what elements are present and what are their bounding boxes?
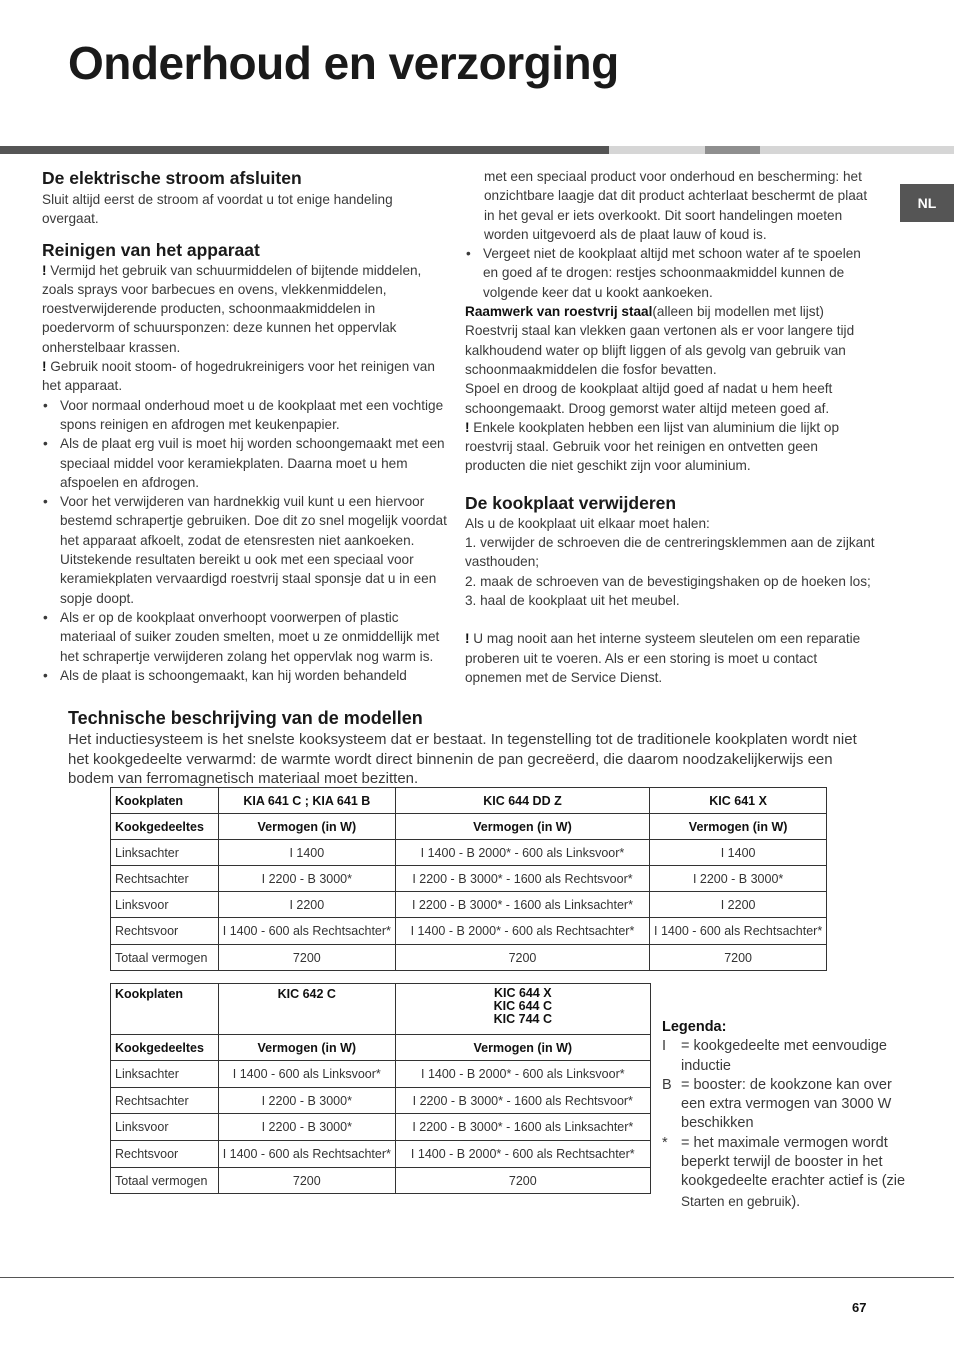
warning-text: Gebruik nooit stoom- of hogedrukreinigers voor het reinigen van het apparaat. <box>42 359 435 394</box>
table-header-row <box>111 984 651 1035</box>
staal-bold: Raamwerk van roestvrij staal <box>465 304 653 320</box>
legend-item <box>662 1037 907 1076</box>
tech-intro: Het inductiesysteem is het snelste kooksysteem dat er bestaat. In tegenstelling tot de traditionele kookplaten wordt niet het kookgedeelte verwarmd: de warmte wordt direct binnenin de pan gecreëerd, die daarom noodzakelijkerwijs een bodem van ferromagnetisch materiaal moet bezitten. <box>68 731 857 787</box>
table-cell: 7200 <box>395 1168 650 1194</box>
table-cell: Kookplaten <box>111 984 219 1035</box>
table-cell: Vermogen (in W) <box>218 814 395 840</box>
list-item: • Als de plaat erg vuil is moet hij worden schoongemaakt met een speciaal middel voor keramiekplaten. Daarna moet u hem afspoelen en afdrogen. <box>42 434 447 492</box>
list-item: • Als er op de kookplaat onverhoopt voorwerpen of plastic materiaal of suiker zouden smelten, moet u ze onmiddellijk met het schrapertje verwijderen zolang het oppervlak nog warm is. <box>42 608 447 666</box>
reinigen-warning-2 <box>42 357 447 396</box>
continuation-text: met een speciaal product voor onderhoud en bescherming: het onzichtbare laagje dat dit product achterlaat beschermt de plaat in het geval er iets overkookt. Dit soort handelingen moeten worden uitgevoerd als de plaat lauw of koud is. <box>484 169 868 242</box>
tech-heading: Technische beschrijving van de modellen <box>68 708 423 728</box>
table-cell: I 1400 - 600 als Rechtsachter* <box>650 918 827 945</box>
reinigen-warning-1 <box>42 261 447 357</box>
right-column <box>465 167 875 687</box>
table-cell: Vermogen (in W) <box>395 814 650 840</box>
table-cell: I 2200 - B 3000* <box>650 866 827 892</box>
staal-text-2: Spoel en droog de kookplaat altijd goed af nadat u hem heeft schoongemaakt. Droog gemorst water altijd meteen goed af. <box>465 381 833 416</box>
right-list <box>465 244 875 302</box>
section-heading-stroom: De elektrische stroom afsluiten <box>42 168 302 188</box>
table-row <box>111 1114 651 1141</box>
table-cell: Vermogen (in W) <box>395 1035 650 1061</box>
section-heading-reinigen: Reinigen van het apparaat <box>42 239 260 260</box>
table-cell: Kookgedeeltes <box>111 1035 219 1061</box>
table-subheader-row <box>111 1035 651 1061</box>
header-bar-light <box>609 146 705 154</box>
table-cell: 7200 <box>395 945 650 971</box>
table-row <box>111 1088 651 1114</box>
verwijderen-warning <box>465 629 875 687</box>
list-item: • Voor normaal onderhoud moet u de kookplaat met een vochtige spons reinigen en afdrogen met keukenpapier. <box>42 396 447 435</box>
list-item: • Voor het verwijderen van hardnekkig vuil kunt u een hiervoor bestemd schrapertje gebruiken. Doe dit zo snel mogelijk voordat het apparaat afkoelt, zodat de etensresten niet aankoeken. Uitstekende resultaten bereikt u ook met een speciaal voor keramiekplaten vervaardigd roestvrij staal sponsje dat u in een sopje doopt. <box>42 492 447 608</box>
table-cell: I 2200 - B 3000* <box>218 866 395 892</box>
verwijderen-step: 3. haal de kookplaat uit het meubel. <box>465 592 680 608</box>
legend-text: = het maximale vermogen wordt beperkt terwijl de booster in het kookgedeelte erachter actief is (zie <box>681 1134 906 1190</box>
warning-mark: ! <box>42 262 47 278</box>
table-row <box>111 945 827 971</box>
table-cell: Rechtsachter <box>111 866 219 892</box>
table-cell: Kookgedeeltes <box>111 814 219 840</box>
model-name: KIC 744 C <box>493 1012 552 1026</box>
header-bar-mid <box>705 146 760 154</box>
warning-text: Vermijd het gebruik van schuurmiddelen of bijtende middelen, zoals sprays voor barbecues en ovens, vlekkenmiddelen, roestverwijderende producten, schoonmaakmiddelen in poedervorm of schuursponzen: deze kunnen het oppervlak onherstelbaar krassen. <box>42 262 422 355</box>
table-cell: Rechtsachter <box>111 1088 219 1114</box>
table-cell: KIC 642 C <box>218 984 395 1035</box>
table-cell: I 2200 - B 3000* <box>218 1114 395 1141</box>
left-column <box>42 167 447 685</box>
legend-item <box>662 1076 907 1134</box>
table-cell: Kookplaten <box>111 788 219 814</box>
table-cell: I 2200 - B 3000* <box>218 1088 395 1114</box>
warning-text: Enkele kookplaten hebben een lijst van aluminium die lijkt op roestvrij staal. Gebruik voor het reinigen en ontvetten geen producten die niet geschikt zijn voor aluminium. <box>465 419 840 474</box>
table-cell: Rechtsvoor <box>111 918 219 945</box>
table-cell: I 2200 - B 3000* - 1600 als Rechtsvoor* <box>395 866 650 892</box>
table-cell: I 2200 - B 3000* - 1600 als Linksachter* <box>395 1114 650 1141</box>
staal-heading <box>465 302 875 321</box>
verwijderen-step: 1. verwijder de schroeven die de centreringsklemmen aan de zijkant vasthouden; <box>465 535 875 570</box>
legend-key: I <box>662 1038 667 1055</box>
warning-mark: ! <box>42 359 47 375</box>
list-item: • Vergeet niet de kookplaat altijd met schoon water af te spoelen en goed af te drogen: restjes schoonmaakmiddel kunnen de volgende keer dat u kookt aankoeken. <box>465 244 875 302</box>
table-cell: KIC 641 X <box>650 788 827 814</box>
staal-rest: (alleen bij modellen met lijst) <box>652 304 824 320</box>
table-cell: I 1400 - B 2000* - 600 als Rechtsachter* <box>395 1141 650 1168</box>
table-row <box>111 1141 651 1168</box>
table-cell: Vermogen (in W) <box>218 1035 395 1061</box>
model-name: KIC 644 C <box>493 999 552 1013</box>
warning-mark: ! <box>465 419 470 435</box>
table-cell: I 2200 - B 3000* - 1600 als Linksachter* <box>395 892 650 918</box>
legend-text: = kookgedeelte met eenvoudige inductie <box>681 1038 887 1074</box>
table-cell: I 1400 <box>650 840 827 866</box>
list-item: • Als de plaat is schoongemaakt, kan hij worden behandeld <box>42 666 447 685</box>
warning-text: U mag nooit aan het interne systeem sleutelen om een reparatie proberen uit te voeren. Als er een storing is moet u contact opnemen met de Service Dienst. <box>465 631 861 685</box>
legend-key: B <box>662 1076 672 1093</box>
staal-text-1: Roestvrij staal kan vlekken gaan vertonen als er voor langere tijd kalkhoudend water op blijft liggen of als gevolg van gebruik van schoonmaakmiddelen die fosfor bevatten. <box>465 323 855 377</box>
table-row <box>111 1168 651 1194</box>
table-row <box>111 918 827 945</box>
section-heading-verwijderen: De kookplaat verwijderen <box>465 492 677 513</box>
table-cell: I 1400 - B 2000* - 600 als Rechtsachter* <box>395 918 650 945</box>
table-cell: I 1400 - 600 als Rechtsachter* <box>218 918 395 945</box>
table-cell: I 1400 - B 2000* - 600 als Linksvoor* <box>395 1061 650 1088</box>
table-cell: Totaal vermogen <box>111 1168 219 1194</box>
legend <box>662 1018 907 1212</box>
page-number: 67 <box>852 1300 867 1315</box>
table-cell: 7200 <box>218 945 395 971</box>
table-cell: I 1400 - 600 als Linksvoor* <box>218 1061 395 1088</box>
table-cell <box>395 984 650 1035</box>
table-cell: I 1400 <box>218 840 395 866</box>
table-row <box>111 866 827 892</box>
table-cell: Linksvoor <box>111 1114 219 1141</box>
table-row <box>111 892 827 918</box>
models-table-2 <box>110 983 651 1194</box>
header-bar-dark <box>0 146 609 154</box>
table-cell: Totaal vermogen <box>111 945 219 971</box>
table-row <box>111 840 827 866</box>
model-name: KIC 644 X <box>493 986 552 1000</box>
table-cell: Rechtsvoor <box>111 1141 219 1168</box>
legend-item <box>662 1134 907 1212</box>
language-tab: NL <box>900 184 954 222</box>
table-subheader-row <box>111 814 827 840</box>
header-bar-light-end <box>760 146 954 154</box>
table-cell: Linksvoor <box>111 892 219 918</box>
table-cell: KIA 641 C ; KIA 641 B <box>218 788 395 814</box>
table-cell: I 2200 <box>650 892 827 918</box>
legend-title: Legenda: <box>662 1019 727 1035</box>
table-cell: Linksachter <box>111 1061 219 1088</box>
table-cell: Vermogen (in W) <box>650 814 827 840</box>
table-cell: 7200 <box>650 945 827 971</box>
table-cell: I 1400 - 600 als Rechtsachter* <box>218 1141 395 1168</box>
legend-text-end: ). <box>791 1193 801 1210</box>
table-cell: I 2200 <box>218 892 395 918</box>
models-table-1 <box>110 787 827 971</box>
legend-key: * <box>662 1134 668 1151</box>
verwijderen-step: 2. maak de schroeven van de bevestigingshaken op de hoeken los; <box>465 573 871 589</box>
reinigen-list <box>42 396 447 685</box>
page-title: Onderhoud en verzorging <box>68 37 619 89</box>
table-cell: I 2200 - B 3000* - 1600 als Rechtsvoor* <box>395 1088 650 1114</box>
warning-mark: ! <box>465 631 470 647</box>
table-cell: Linksachter <box>111 840 219 866</box>
table-cell: 7200 <box>218 1168 395 1194</box>
table-row <box>111 1061 651 1088</box>
table-header-row <box>111 788 827 814</box>
table-cell: I 1400 - B 2000* - 600 als Linksvoor* <box>395 840 650 866</box>
footer-divider <box>0 1277 954 1278</box>
table-cell: KIC 644 DD Z <box>395 788 650 814</box>
verwijderen-intro: Als u de kookplaat uit elkaar moet halen: <box>465 515 710 531</box>
legend-reference: Starten en gebruik <box>681 1193 792 1209</box>
stroom-text: Sluit altijd eerst de stroom af voordat u tot enige handeling overgaat. <box>42 192 393 227</box>
legend-text: = booster: de kookzone kan over een extra vermogen van 3000 W beschikken <box>681 1076 892 1132</box>
staal-warning <box>465 418 875 476</box>
